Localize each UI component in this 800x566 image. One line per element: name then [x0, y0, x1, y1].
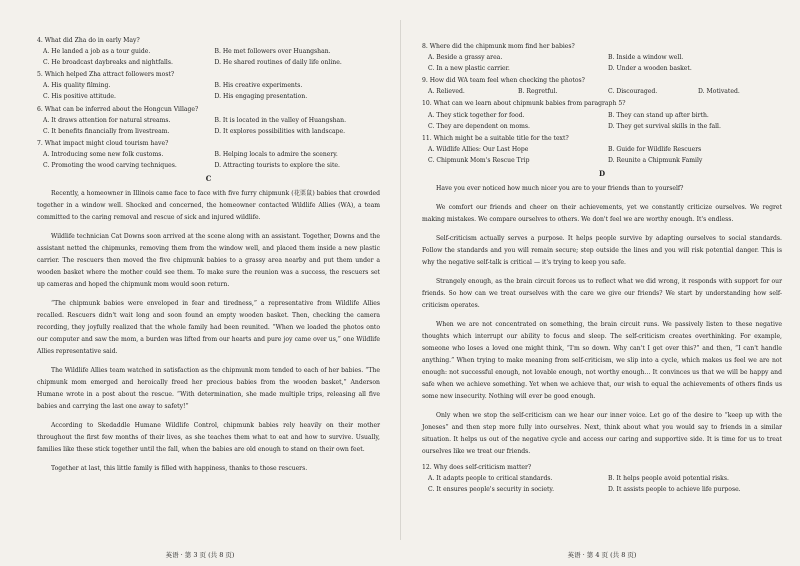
page-footer: 英语 · 第 3 页 (共 8 页): [165, 550, 235, 559]
question-9: [422, 78, 782, 95]
option-d: D. His engaging presentation.: [214, 93, 308, 101]
option-b: B. Helping locals to admire the scenery.: [214, 150, 338, 158]
passage-d: [422, 183, 782, 458]
option-d: D. Under a wooden basket.: [608, 65, 692, 73]
option-d: D. It explores possibilities with landscape.: [214, 127, 346, 135]
option-d: D. Motivated.: [698, 88, 740, 96]
question-stem: 12. Why does self-criticism matter?: [422, 464, 532, 472]
section-title-d: D: [598, 169, 606, 179]
paragraph: When we are not concentrated on something, the brain circuit runs. We passively listen to these negative thoughts which interrupt our ability to focus and sleep. The self-criticism creates overthinking. For example, someone who loses a loved one might think, “I'm so down. Why can't I get over this?” and then, “I can't handle anything.” When trying to make meaning from self-criticism, we slip into a cycle, which makes us feel we are not enough: not successful enough, not lovable enough, not worthy enough… It convinces us that we will be happy and safe when we achieve something. Yet when we achieve that, our wish to equal the achievements of others finds us some new insecurity. Nothing will ever be good enough.: [422, 321, 782, 401]
question-stem: 5. Which helped Zha attract followers most?: [37, 71, 175, 79]
option-d: D. He shared routines of daily life online.: [214, 59, 342, 67]
option-a: A. He landed a job as a tour guide.: [43, 48, 151, 56]
option-a: A. It draws attention for natural streams.: [43, 116, 171, 124]
paragraph: Together at last, this little family is filled with happiness, thanks to those rescuers.: [51, 465, 308, 473]
question-8: [422, 44, 782, 72]
option-b: B. It is located in the valley of Huangshan.: [214, 116, 347, 124]
question-stem: 11. Which might be a suitable title for the text?: [422, 134, 569, 142]
option-b: B. Regretful.: [518, 88, 558, 96]
option-a: A. Relieved.: [428, 88, 465, 96]
option-d: D. Attracting tourists to explore the site.: [214, 162, 340, 170]
option-d: D. They get survival skills in the fall.: [608, 122, 721, 130]
page-divider: [400, 20, 401, 540]
option-c: C. It ensures people's security in society.: [428, 486, 555, 494]
option-d: D. It assists people to achieve life purpose.: [608, 486, 741, 494]
option-c: C. Discouraged.: [608, 88, 658, 96]
question-stem: 10. What can we learn about chipmunk babies from paragraph 5?: [422, 100, 626, 108]
option-d: D. Reunite a Chipmunk Family: [608, 156, 703, 164]
question-6: [37, 107, 380, 135]
option-a: A. It adapts people to critical standards.: [428, 475, 553, 483]
option-a: A. Wildlife Allies: Our Last Hope: [428, 145, 529, 153]
question-stem: 9. How did WA team feel when checking the photos?: [422, 77, 585, 85]
question-stem: 6. What can be inferred about the Hongcun Village?: [37, 105, 199, 113]
option-c: C. In a new plastic carrier.: [428, 65, 510, 73]
question-stem: 4. What did Zha do in early May?: [37, 37, 140, 44]
question-4: [37, 38, 380, 66]
option-b: B. Guide for Wildlife Rescuers: [608, 145, 702, 153]
option-c: C. Chipmunk Mom's Rescue Trip: [428, 156, 530, 164]
option-a: A. Introducing some new folk customs.: [43, 150, 164, 158]
question-12: [422, 465, 782, 493]
passage-c: [37, 188, 380, 475]
option-b: B. Inside a window well.: [608, 54, 684, 62]
paragraph: We comfort our friends and cheer on their achievements, yet we constantly criticize ourselves. We regret making mistakes. We compare ourselves to others. We don't feel we are worthy enough. It's endless.: [422, 204, 782, 224]
option-a: A. His quality filming.: [43, 82, 111, 90]
question-stem: 7. What impact might cloud tourism have?: [37, 139, 169, 147]
question-7: [37, 141, 380, 169]
paragraph: The Wildlife Allies team watched in satisfaction as the chipmunk mom tended to each of her babies. “The chipmunk mom emerged and heroically freed her precious babies from the wooden basket,” Anderson Humane wrote in a post about the rescue. “With determination, she made multiple trips, releasing all five babies and carrying the last one away to safety!”: [37, 367, 380, 411]
paragraph: Wildlife technician Cat Downs soon arrived at the scene along with an assistant. Together, Downs and the assistant netted the chipmunks, removing them from the window well, and placed them inside a new plastic carrier. The rescuers then moved the five chipmunk babies to a grassy area nearby and put them under a wooden basket where the mother could see them. To make sure the reunion was a success, the rescuers set up cameras and hoped the chipmunk mom would soon return.: [37, 233, 380, 289]
paragraph: Have you ever noticed how much nicer you are to your friends than to yourself?: [436, 185, 684, 193]
option-b: B. He met followers over Huangshan.: [214, 48, 331, 56]
paragraph: According to Skedaddle Humane Wildlife Control, chipmunk babies rely heavily on their mother throughout the first few months of their lives, as she teaches them what to eat and how to survive. Usually, families like these stick together until the fall, when the babies are old enough to stand on their own feet.: [37, 422, 380, 454]
option-b: B. They can stand up after birth.: [608, 111, 709, 119]
question-10: [422, 101, 782, 129]
section-title-c: C: [205, 174, 212, 184]
option-b: B. It helps people avoid potential risks.: [608, 475, 729, 483]
option-c: C. He broadcast daybreaks and nightfalls.: [43, 59, 173, 67]
paragraph: Strangely enough, as the brain circuit forces us to reflect what we did wrong, it responds with support for our friends. So how can we treat ourselves with the care we give our friends? We start by understanding how self-criticism operates.: [422, 278, 782, 310]
question-5: [37, 72, 380, 100]
option-a: A. They stick together for food.: [428, 111, 525, 119]
paragraph: “The chipmunk babies were enveloped in fear and tiredness,” a representative from Wildlife Allies recalled. Rescuers didn't wait long and soon found an empty wooden basket. Then, checking the camera recording, they joyfully realized that the whole family had been reunited. “When we loaded the photos onto our computer and saw the mom, a burden was lifted from our hearts and pure joy came over us,” one Wildlife Allies representative said.: [37, 300, 380, 356]
paragraph: Recently, a homeowner in Illinois came face to face with five furry chipmunk (花栗鼠) babies that crowded together in a window well. Shocked and concerned, the homeowner contacted Wildlife Allies (WA), a team committed to the caring removal and rescue of sick and injured wildlife.: [37, 190, 380, 222]
option-c: C. Promoting the wood carving techniques.: [43, 162, 177, 170]
option-c: C. They are dependent on moms.: [428, 122, 530, 130]
paragraph: Only when we stop the self-criticism can we hear our inner voice. Let go of the desire to “keep up with the Joneses” and then step more fully into ourselves. Next, think about what you would say to friends in a similar situation. It helps us out of the negative cycle and access our caring and supportive side. It is time for us to treat ourselves like we treat our friends.: [422, 412, 782, 456]
questions-4-7: [37, 38, 380, 169]
page-footer: 英语 · 第 4 页 (共 8 页): [567, 550, 637, 559]
option-c: C. It benefits financially from livestream.: [43, 127, 170, 135]
right-page: [404, 0, 800, 566]
option-c: C. His positive attitude.: [43, 93, 116, 101]
option-b: B. His creative experiments.: [214, 82, 303, 90]
paragraph: Self-criticism actually serves a purpose. It helps people survive by adapting ourselves to social standards. Follow the standards and you will remain secure; step outside the lines and you will risk potential danger. This is why the negative self-talk is critical — it's trying to keep you safe.: [422, 235, 782, 267]
question-stem: 8. Where did the chipmunk mom find her babies?: [422, 43, 575, 50]
question-11: [422, 136, 782, 164]
option-a: A. Beside a grassy area.: [428, 54, 503, 62]
